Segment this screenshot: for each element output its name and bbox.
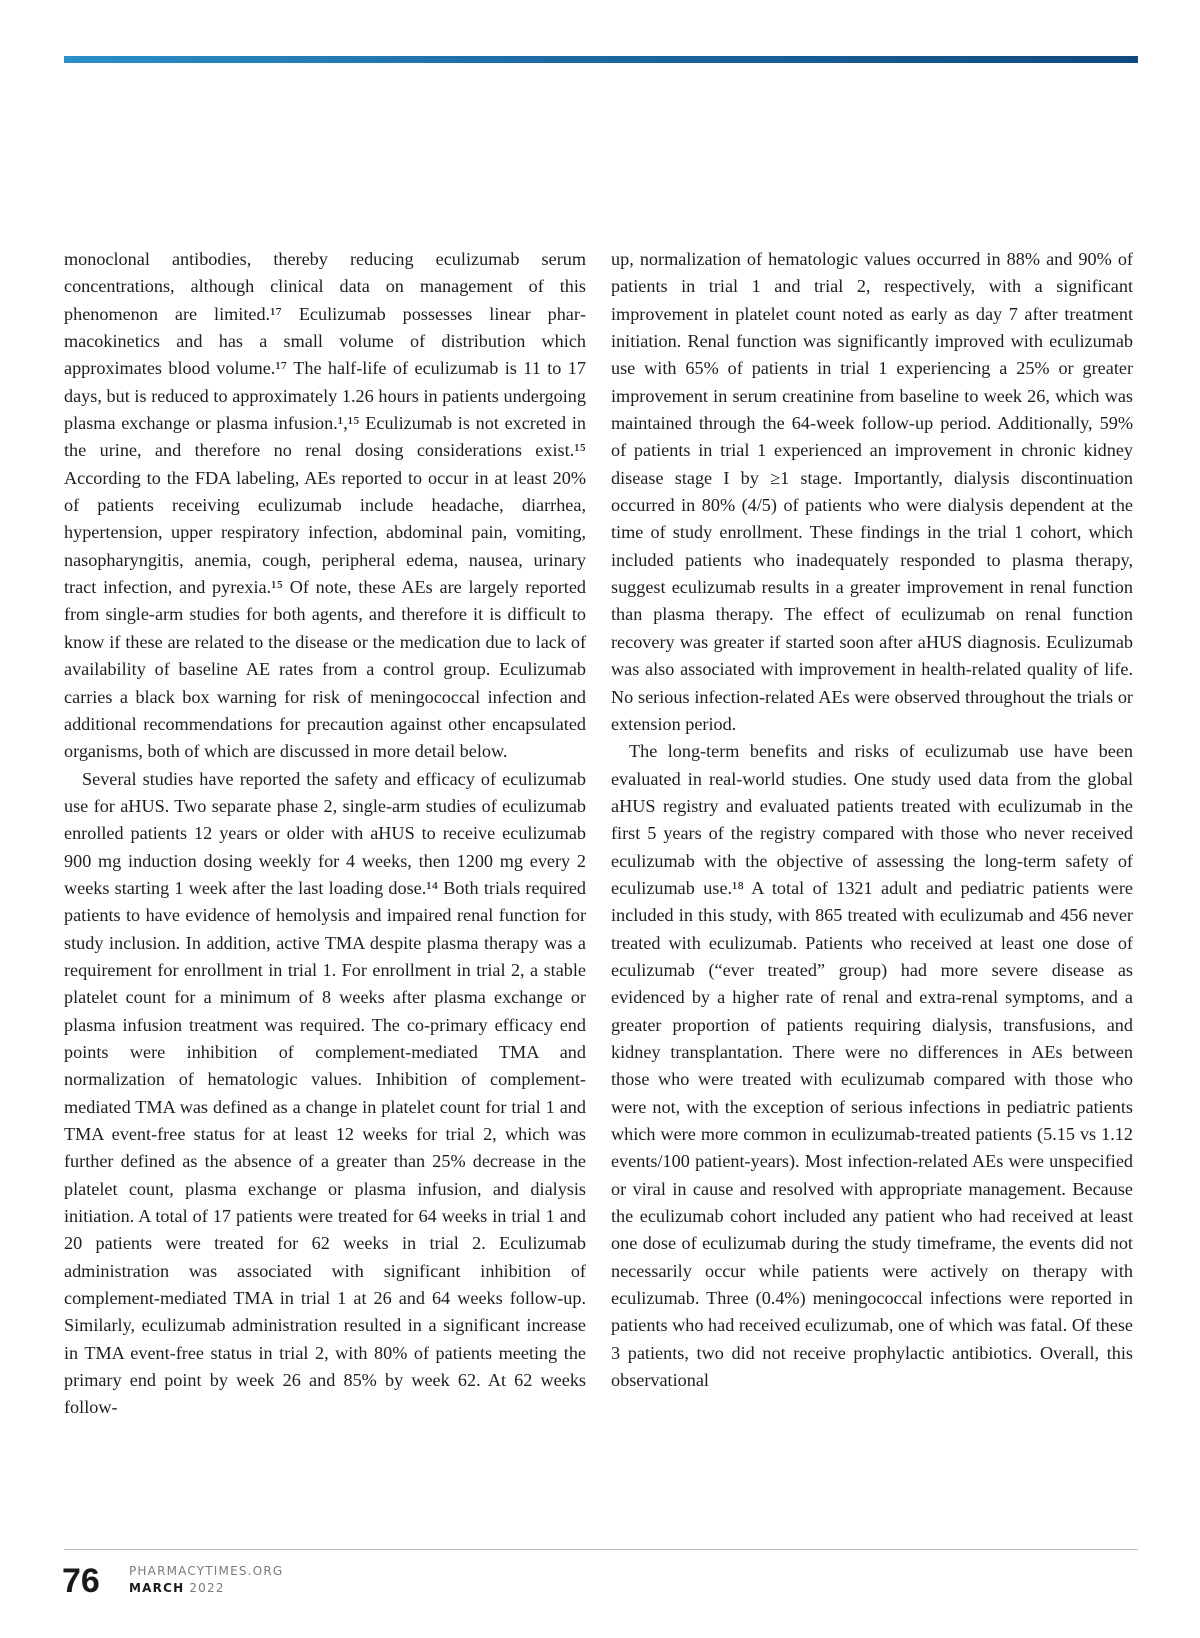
right-paragraph-1: up, normalization of hematologic values occurred in 88% and 90% of patients in trial 1 and trial 2, respectively, with a significant improvement in platelet count noted as early as day 7 after treatment initiation. Renal function was significantly improved with eculizumab use with 65% of patients in trial 1 experiencing a 25% or greater improvement in serum creatinine from baseline to week 26, which was maintained through the 64-week follow-up period. Additionally, 59% of patients in trial 1 experienced an improvement in chronic kidney disease stage I by ≥1 stage. Importantly, dialysis discontinuation occurred in 80% (4/5) of patients who were dialysis dependent at the time of study enrollment. These findings in the trial 1 cohort, which included patients who inadequately responded to plasma therapy, suggest eculizumab results in a greater improvement in renal function than plasma therapy. The effect of eculizumab on renal function recovery was greater if started soon after aHUS diagnosis. Eculizumab was also associated with improvement in health-related quality of life. No serious infection-related AEs were observed throughout the trials or extension period. [611, 249, 1133, 734]
left-paragraph-2: Several studies have reported the safety and efficacy of eculizumab use for aHUS. Two separate phase 2, single-arm studies of eculizumab enrolled patients 12 years or older with aHUS to receive eculizumab 900 mg induction dosing weekly for 4 weeks, then 1200 mg every 2 weeks starting 1 week after the last loading dose.¹⁴ Both trials required patients to have evidence of hemolysis and impaired renal function for study inclusion. In addition, active TMA despite plasma therapy was a requirement for enrollment in trial 1. For enrollment in trial 2, a stable platelet count for a minimum of 8 weeks after plasma exchange or plasma infusion treatment was required. The co-primary efficacy end points were inhibition of complement-mediated TMA and normalization of hematologic values. Inhibition of complement-mediated TMA was defined as a change in platelet count for trial 1 and TMA event-free status for at least 12 weeks for trial 2, which was further defined as the absence of a greater than 25% decrease in the platelet count, plasma exchange or plasma infusion, and dialysis initiation. A total of 17 patients were treated for 64 weeks in trial 1 and 20 patients were treated for 62 weeks in trial 2. Eculizumab administration was associated with significant inhibition of complement-mediated TMA in trial 1 at 26 and 64 weeks follow-up. Similarly, eculizumab administration resulted in a significant increase in TMA event-free status in trial 2, with 80% of patients meeting the primary end point by week 26 and 85% by week 62. At 62 weeks follow- [64, 768, 586, 1418]
header-accent-rule [64, 56, 1138, 63]
issue-year: 2022 [189, 1581, 225, 1595]
footer-rule [64, 1549, 1138, 1550]
left-paragraph-1: monoclonal antibodies, thereby reducing eculizumab serum concentrations, although clinical data on management of this phenomenon are limited.¹⁷ Eculizumab possesses linear pharmacokinetics and has a small volume of distribution which approximates blood volume.¹⁷ The half-life of eculizumab is 11 to 17 days, but is reduced to approximately 1.26 hours in patients undergoing plasma exchange or plasma infusion.¹,¹⁵ Eculizumab is not excreted in the urine, and therefore no renal dosing considerations exist.¹⁵ According to the FDA labeling, AEs reported to occur in at least 20% of patients receiving eculizumab include headache, diarrhea, hypertension, upper respiratory infection, abdominal pain, vomiting, nasopharyngitis, anemia, cough, peripheral edema, nausea, urinary tract infection, and pyrexia.¹⁵ Of note, these AEs are largely reported from single-arm studies for both agents, and therefore it is difficult to know if these are related to the disease or the medication due to lack of availability of baseline AE rates from a control group. Eculizumab carries a black box warning for risk of meningococcal infection and additional recommendations for precaution against other encapsulated organisms, both of which are discussed in more detail below. [64, 249, 586, 762]
site-name: PHARMACYTIMES.ORG [129, 1564, 284, 1578]
right-paragraph-2: The long-term benefits and risks of eculizumab use have been evaluated in real-world studies. One study used data from the global aHUS registry and evaluated patients treated with eculizumab in the first 5 years of the registry compared with those who never received eculizumab with the objective of assessing the long-term safety of eculizumab use.¹⁸ A total of 1321 adult and pediatric patients were included in this study, with 865 treated with eculizumab and 456 never treated with eculizumab. Patients who received at least one dose of eculizumab (“ever treated” group) had more severe disease as evidenced by a higher rate of renal and extra-renal symptoms, and a greater proportion of patients requiring dialysis, transfusions, and kidney transplantation. There were no differences in AEs between those who were treated with eculizumab compared with those who were not, with the exception of serious infections in pediatric patients which were more common in eculizumab-treated patients (5.15 vs 1.12 events/100 patient-years). Most infection-related AEs were unspecified or viral in cause and resolved with appropriate management. Because the eculizumab cohort included any patient who had received at least one dose of eculizumab during the study timeframe, the events did not necessarily occur while patients were actively on therapy with eculizumab. Three (0.4%) meningococcal infections were reported in patients who had received eculizumab, one of which was fatal. Of these 3 patients, two did not receive prophylactic antibiotics. Overall, this observational [611, 741, 1133, 1391]
right-column [611, 246, 1133, 1394]
issue-date [129, 1580, 225, 1596]
left-column [64, 246, 586, 1422]
page-number: 76 [62, 1562, 100, 1600]
issue-month: MARCH [129, 1581, 185, 1595]
